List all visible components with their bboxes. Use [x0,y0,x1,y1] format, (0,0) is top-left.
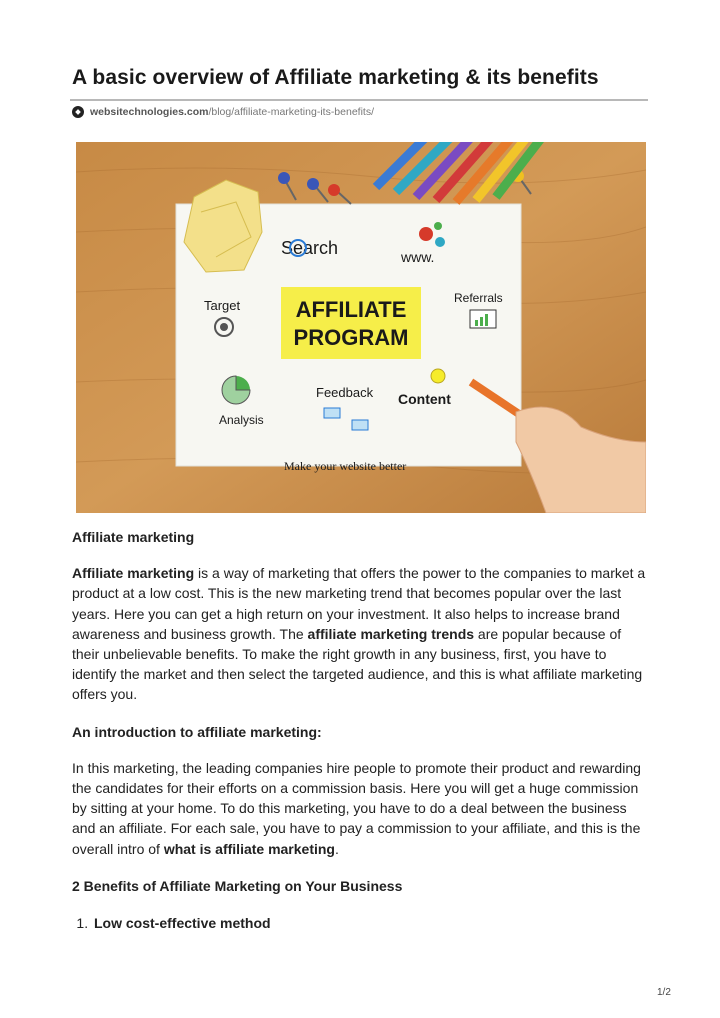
bold-term: Affiliate marketing [72,565,195,582]
list-item: 1. Low cost-effective method [92,913,652,933]
pie-chart-icon [222,376,250,404]
paragraph-text: are popular because of their unbelievable benefits. To make the right growth in any business, first, you have to identify the market and then select the targeted audience, and this is what affiliate marketing offers you. [72,625,643,703]
hero-label-www: www. [401,249,435,265]
hero-tagline: Make your website better [284,459,407,473]
page-number: 1/2 [657,987,671,998]
section-heading-introduction: An introduction to affiliate marketing: [72,723,322,740]
hero-label-feedback: Feedback [316,385,374,400]
section-heading-affiliate-marketing: Affiliate marketing [72,529,195,545]
benefits-list [72,913,652,933]
page-title: A basic overview of Affiliate marketing & its benefits [72,66,599,89]
hero-image [76,142,646,513]
source-path[interactable]: /blog/affiliate-marketing-its-benefits/ [208,106,375,118]
paragraph-text: . [335,840,339,857]
hero-label-search: Search [281,238,339,258]
lightbulb-icon [431,369,445,383]
hero-center-line2: PROGRAM [293,325,409,350]
hero-illustration [76,142,646,513]
title-divider [70,99,648,101]
paragraph-affiliate-marketing [72,563,652,704]
article-body [72,527,652,933]
paragraph-introduction [72,758,652,859]
hero-label-target: Target [204,298,241,313]
hero-label-analysis: Analysis [219,413,264,427]
hero-label-referrals: Referrals [454,291,503,305]
hero-center-line1: AFFILIATE [295,297,407,322]
bold-term: affiliate marketing trends [307,625,475,642]
section-heading-benefits: 2 Benefits of Affiliate Marketing on Your Business [72,877,403,894]
source-domain[interactable]: websitechnologies.com [90,106,209,118]
hero-label-content: Content [398,391,451,407]
paragraph-text: is a way of marketing that offers the power to the companies to market a product at a low cost. This is the new marketing trend that becomes popular over the last years. Here you can get a high return on your investment. It also helps to increase brand awareness and business growth. The [72,565,646,642]
paragraph-text: In this marketing, the leading companies hire people to promote their product and rewarding the candidates for their efforts on a commission basis. Here you will get a huge commission by sitting at your home. To do this marketing, you have to do a deal between the business and an affiliate. For each sale, you have to pay a commission to your affiliate, and this is the overall intro of [72,759,641,857]
monitor-chart-icon [470,310,496,328]
source-url[interactable] [90,106,374,118]
site-logo-icon [72,106,84,118]
source-line [72,106,374,118]
bold-term: what is affiliate marketing [163,840,335,857]
